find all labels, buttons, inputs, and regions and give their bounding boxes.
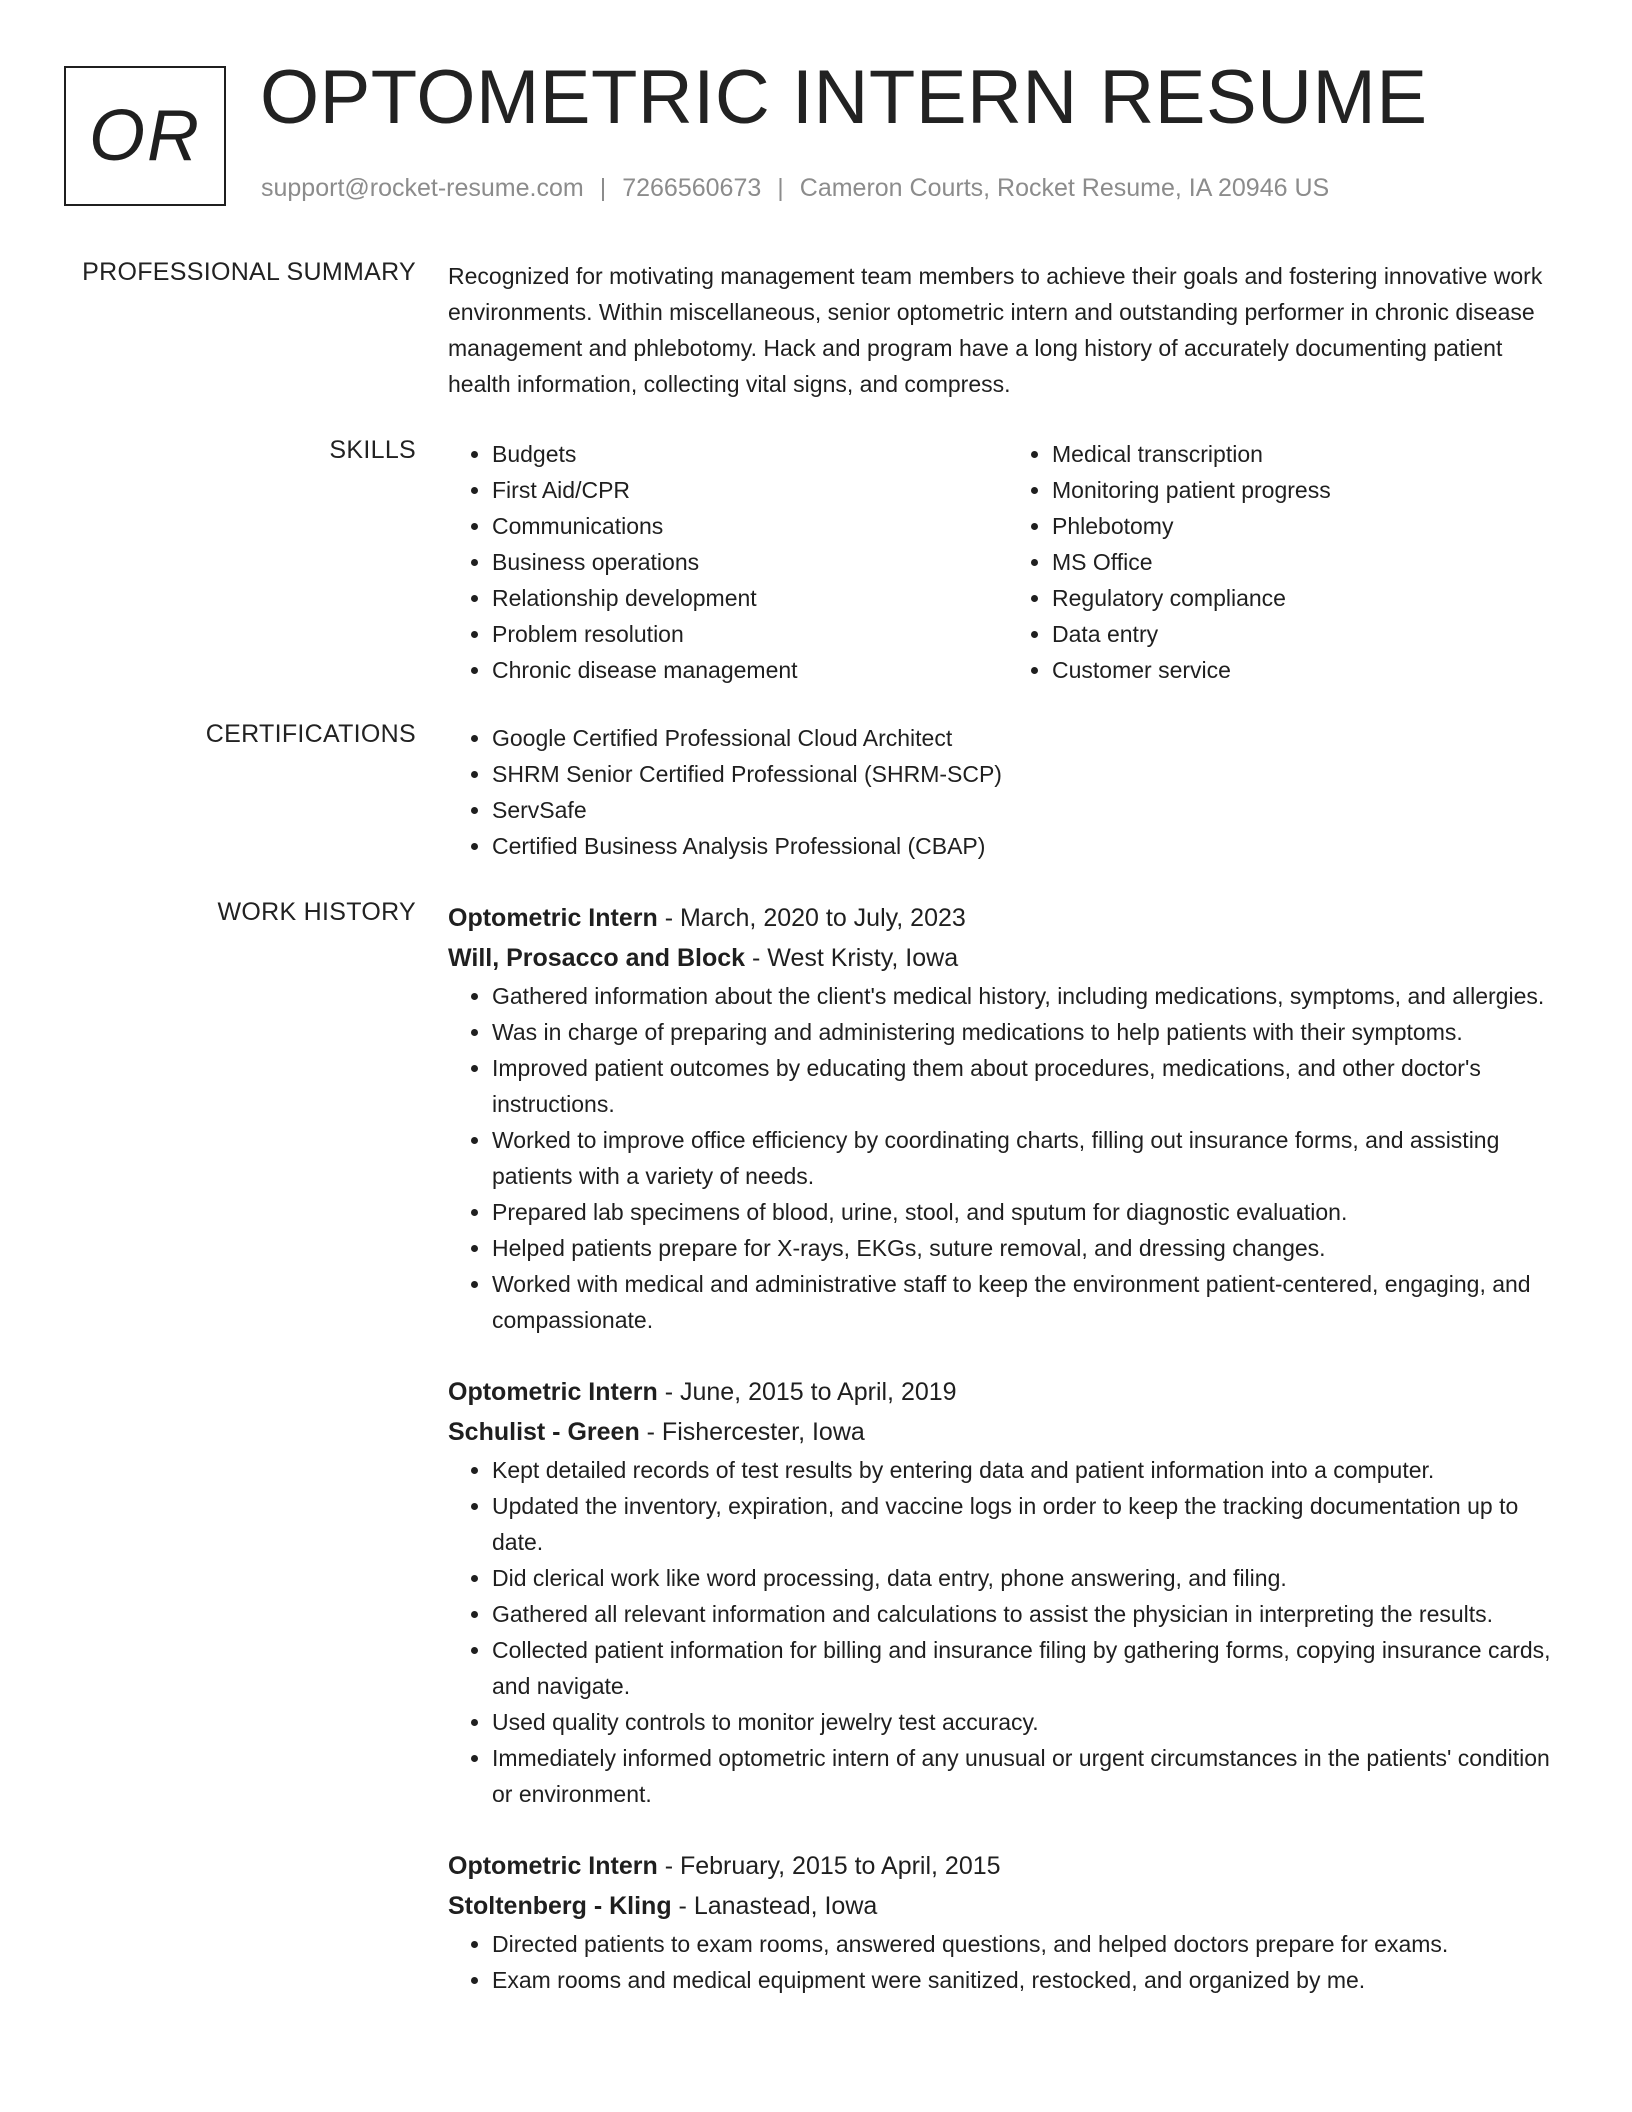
job-duty: • Prepared lab specimens of blood, urine, stool, and sputum for diagnostic evaluation. bbox=[492, 1194, 1568, 1230]
skill-item: • Medical transcription bbox=[1052, 436, 1568, 472]
skill-item: • Problem resolution bbox=[492, 616, 1008, 652]
job-duty: • Gathered all relevant information and calculations to assist the physician in interpreting the results. bbox=[492, 1596, 1568, 1632]
job-location: - Lanastead, Iowa bbox=[671, 1892, 878, 1920]
job-duty: • Did clerical work like word processing, data entry, phone answering, and filing. bbox=[492, 1560, 1568, 1596]
skill-item: • Monitoring patient progress bbox=[1052, 472, 1568, 508]
job-location: - West Kristy, Iowa bbox=[745, 944, 959, 972]
job-duty: • Worked with medical and administrative staff to keep the environment patient-centered, engaging, and compassionate. bbox=[492, 1266, 1568, 1338]
certification-item: • ServSafe bbox=[492, 792, 1568, 828]
job-duty: • Improved patient outcomes by educating them about procedures, medications, and other doctor's instructions. bbox=[492, 1050, 1568, 1122]
section-label-skills: SKILLS bbox=[329, 436, 416, 464]
skill-item: • Budgets bbox=[492, 436, 1008, 472]
contact-email[interactable]: support@rocket-resume.com bbox=[261, 174, 584, 202]
monogram-badge: OR bbox=[64, 66, 226, 206]
job-entry bbox=[448, 1372, 1568, 1812]
contact-separator: | bbox=[777, 174, 784, 202]
job-duty: • Kept detailed records of test results by entering data and patient information into a computer. bbox=[492, 1452, 1568, 1488]
job-duties-list bbox=[448, 978, 1568, 1338]
job-entry bbox=[448, 898, 1568, 1338]
certifications-list bbox=[448, 720, 1568, 864]
skill-item: • First Aid/CPR bbox=[492, 472, 1008, 508]
job-duty: • Immediately informed optometric intern of any unusual or urgent circumstances in the patients' condition or environment. bbox=[492, 1740, 1568, 1812]
job-company-line bbox=[448, 1886, 1568, 1926]
job-duty: • Used quality controls to monitor jewelry test accuracy. bbox=[492, 1704, 1568, 1740]
job-title-line bbox=[448, 1846, 1568, 1886]
contact-line bbox=[261, 174, 1329, 203]
skill-item: • Regulatory compliance bbox=[1052, 580, 1568, 616]
skill-item: • Communications bbox=[492, 508, 1008, 544]
contact-address: Cameron Courts, Rocket Resume, IA 20946 US bbox=[799, 174, 1330, 202]
skill-item: • Chronic disease management bbox=[492, 652, 1008, 688]
job-company: Schulist - Green bbox=[448, 1418, 640, 1446]
skills-list-right bbox=[1008, 436, 1568, 688]
work-history-body bbox=[448, 898, 1568, 1998]
skill-item: • Customer service bbox=[1052, 652, 1568, 688]
job-duty: • Was in charge of preparing and administering medications to help patients with their symptoms. bbox=[492, 1014, 1568, 1050]
job-title-line bbox=[448, 1372, 1568, 1412]
skill-item: • MS Office bbox=[1052, 544, 1568, 580]
job-dates: - March, 2020 to July, 2023 bbox=[657, 904, 966, 932]
job-company: Stoltenberg - Kling bbox=[448, 1892, 672, 1920]
skill-item: • Data entry bbox=[1052, 616, 1568, 652]
certification-item: • SHRM Senior Certified Professional (SHRM-SCP) bbox=[492, 756, 1568, 792]
summary-text: Recognized for motivating management team members to achieve their goals and fostering innovative work environments. Within miscellaneous, senior optometric intern and outstanding performer in chronic disease management and phlebotomy. Hack and program have a long history of accurately documenting patient health information, collecting vital signs, and compress. bbox=[448, 263, 1543, 397]
job-company: Will, Prosacco and Block bbox=[448, 944, 746, 972]
contact-separator: | bbox=[599, 174, 607, 202]
job-duty: • Gathered information about the client's medical history, including medications, symptoms, and allergies. bbox=[492, 978, 1568, 1014]
job-duties-list bbox=[448, 1452, 1568, 1812]
skill-item: • Relationship development bbox=[492, 580, 1008, 616]
job-duty: • Worked to improve office efficiency by coordinating charts, filling out insurance forms, and assisting patients with a variety of needs. bbox=[492, 1122, 1568, 1194]
job-duty: • Helped patients prepare for X-rays, EKGs, suture removal, and dressing changes. bbox=[492, 1230, 1568, 1266]
job-location: - Fishercester, Iowa bbox=[639, 1418, 865, 1446]
job-company-line bbox=[448, 938, 1568, 978]
summary-body bbox=[448, 258, 1568, 402]
job-duty: • Collected patient information for billing and insurance filing by gathering forms, copying insurance cards, and navigate. bbox=[492, 1632, 1568, 1704]
contact-phone[interactable]: 7266560673 bbox=[622, 174, 762, 202]
job-title: Optometric Intern bbox=[448, 904, 658, 932]
job-duty: • Exam rooms and medical equipment were sanitized, restocked, and organized by me. bbox=[492, 1962, 1568, 1998]
page-title: OPTOMETRIC INTERN RESUME bbox=[260, 55, 1428, 140]
section-label-summary: PROFESSIONAL SUMMARY bbox=[82, 258, 416, 286]
skills-list-left bbox=[448, 436, 1008, 688]
section-label-work-history: WORK HISTORY bbox=[217, 898, 416, 926]
job-title: Optometric Intern bbox=[448, 1852, 658, 1880]
job-title: Optometric Intern bbox=[448, 1378, 658, 1406]
job-duty: • Updated the inventory, expiration, and vaccine logs in order to keep the tracking documentation up to date. bbox=[492, 1488, 1568, 1560]
job-entry bbox=[448, 1846, 1568, 1998]
certifications-body bbox=[448, 720, 1568, 864]
skills-body bbox=[448, 436, 1568, 688]
skill-item: • Phlebotomy bbox=[1052, 508, 1568, 544]
job-dates: - February, 2015 to April, 2015 bbox=[657, 1852, 1001, 1880]
job-title-line bbox=[448, 898, 1568, 938]
job-duty: • Directed patients to exam rooms, answered questions, and helped doctors prepare for exams. bbox=[492, 1926, 1568, 1962]
certification-item: • Certified Business Analysis Professional (CBAP) bbox=[492, 828, 1568, 864]
job-duties-list bbox=[448, 1926, 1568, 1998]
certification-item: • Google Certified Professional Cloud Architect bbox=[492, 720, 1568, 756]
section-label-certifications: CERTIFICATIONS bbox=[205, 720, 416, 748]
job-dates: - June, 2015 to April, 2019 bbox=[657, 1378, 957, 1406]
job-company-line bbox=[448, 1412, 1568, 1452]
skill-item: • Business operations bbox=[492, 544, 1008, 580]
